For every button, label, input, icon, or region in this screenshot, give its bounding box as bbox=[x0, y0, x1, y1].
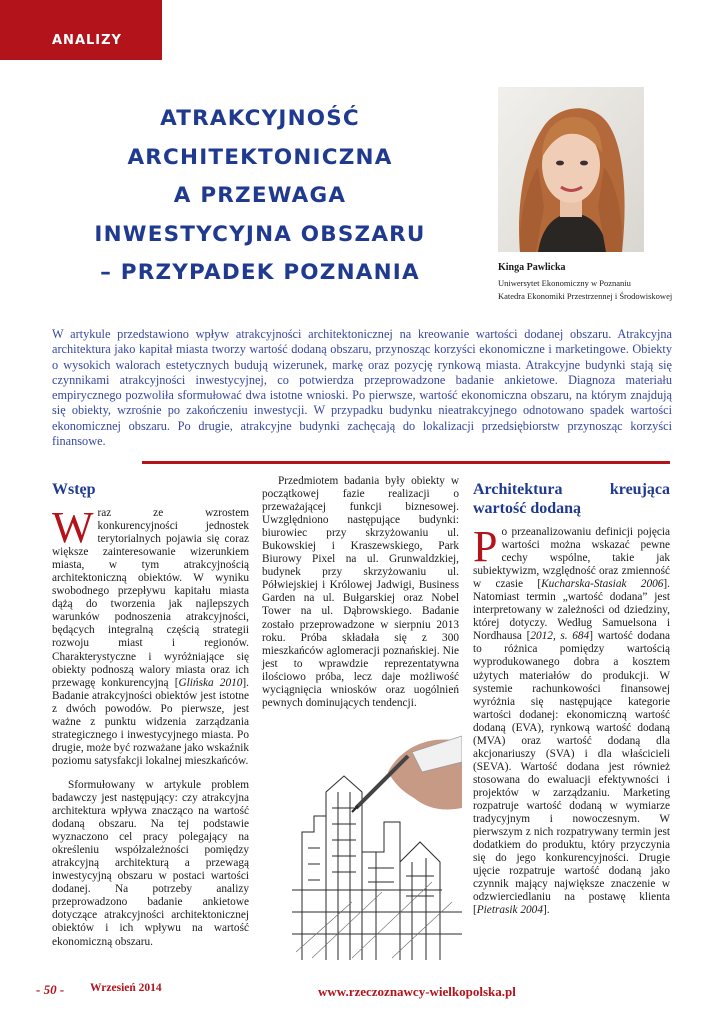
section-label: ANALIZY bbox=[52, 33, 122, 48]
author-photo bbox=[498, 87, 644, 252]
title-line: ATRAKCYJNOŚĆ bbox=[160, 106, 360, 131]
paragraph-text: o przeanalizowaniu definicji pojęcia wartości można wskazać pewne cechy wspólne, takie jak subiektywizm, względność oraz zmienność w czasie [ bbox=[473, 526, 670, 591]
title-line: INWESTYCYJNA OBSZARU bbox=[94, 221, 426, 247]
drop-cap: P bbox=[473, 522, 498, 571]
paragraph: Sformułowany w artykule problem badawczy jest następujący: czy atrakcyjna architektura wpływa znacząco na wartość dodaną obszaru. Na tej podstawie wyznaczono cel pracy polegający na określeniu współzależności pomiędzy atrakcyjną architekturą a przewagą inwestycyjną obszaru w postaci wartości dodanej. Na potrzeby analizy przeprowadzono badanie ankietowe dotyczące atrakcyjności architektonicznej obiektów i ich wpływu na wartość ekonomiczną obszaru. bbox=[52, 778, 249, 948]
sketch-illustration bbox=[292, 712, 462, 962]
hand-drawing-city-icon bbox=[292, 712, 462, 962]
section-heading: Wstęp bbox=[52, 481, 96, 498]
paragraph-text: ]. Natomiast termin „wartość dodana” jest interpretowany w zależności od dziedziny, której dotyczy. Według Samuelsona i Nordhausa [ bbox=[473, 578, 670, 643]
title-line: A PRZEWAGA bbox=[173, 183, 347, 208]
title-line: ARCHITEKTONICZNA bbox=[127, 144, 393, 170]
author-name: Kinga Pawlicka bbox=[498, 262, 566, 273]
author-info bbox=[498, 261, 678, 303]
paragraph-text: ] wartość dodana to różnica pomiędzy wartością wyprodukowanego dobra a kosztem użytych materiałów do produkcji. W systemie rachunkowości finansowej wyróżnia się następujące kategorie wartości dodanej: ekonomiczną wartość dodaną (EVA), rynkową wartość dodaną (MVA) oraz wartość dodaną dla akcjonariuszy (SVA) i dla właścicieli (SEVA). Wartość dodana jest również stosowana do ewaluacji efektywności i projektów w zarządzaniu. Marketing rozpatruje wartość dodaną w wymiarze tradycyjnym i nowoczesnym. W pierwszym z nich rozpatrywany termin jest dodatkiem do produktu, który przyczynia się do jego konkurencyjności. Drugie ujęcie rozpatruje wartość dodaną jako czynnik mający największe znaczenie w odzwierciedlaniu na postawę klienta [ bbox=[473, 630, 670, 917]
issue-date: Wrzesień 2014 bbox=[90, 982, 162, 994]
article-title bbox=[60, 100, 460, 293]
paragraph-text: ]. Badanie atrakcyjności obiektów jest istotne z dwóch powodów. Po pierwsze, jest ważne z punktu widzenia zarządzania strategicznego i inwestycyjnego miasta. Po drugie, może być rozważane jako wskaźnik poziomu satysfakcji lokalnej mieszkańców. bbox=[52, 676, 249, 767]
paragraph-text: ]. bbox=[542, 904, 550, 917]
column-1 bbox=[52, 480, 249, 960]
paragraph bbox=[473, 522, 670, 917]
citation: 2012, s. 684 bbox=[530, 630, 590, 643]
drop-cap: W bbox=[52, 503, 94, 552]
website-link[interactable]: www.rzeczoznawcy-wielkopolska.pl bbox=[318, 984, 516, 999]
page-number: - 50 - bbox=[36, 982, 65, 997]
column-3 bbox=[473, 480, 670, 928]
section-tab bbox=[0, 0, 162, 60]
paragraph-text: raz ze wzrostem konkurencyjności jednostek terytorialnych pojawia się coraz większe zainteresowanie wizerunkiem miasta, w tym atrakcyjnością architektoniczną obiektów. W wyniku swobodnego przepływu kapitału miasta dążą do tworzenia jak najlepszych warunków podnoszenia atrakcyjności, będących integralną częścią strategii rozwoju miast i regionów. Charakterystyczne i wyróżniające się obiekty podnoszą walory miasta oraz ich przewagę konkurencyjną [ bbox=[52, 507, 249, 689]
abstract: W artykule przedstawiono wpływ atrakcyjności architektonicznej na kreowanie wartości dodanej obszaru. Atrakcyjna architektura jako kapitał miasta tworzy wartość dodaną obszaru, przynosząc korzyści ekonomiczne i marketingowe. Obiekty o wysokich walorach estetycznych budują wizerunek, markę oraz pozycję rynkową miasta. Atrakcyjne budynki stają się czynnikami atrakcyjności inwestycyjnej, co potwierdza przeprowadzone badanie ankietowe. Diagnoza materiału empirycznego pozwoliła sformułować dwa istotne wnioski. Po pierwsze, wartość ekonomiczna obszaru, na którym znajdują się obiekty, wzrośnie po zakończeniu inwestycji. W przypadku budynku nieatrakcyjnego odnotowano spadek wartości ekonomicznej obszaru. Po drugie, atrakcyjne budynki zachęcają do lokalizacji przedsiębiorstw przynosząc korzyści finansowe. bbox=[52, 327, 672, 449]
title-line: – PRZYPADEK POZNANIA bbox=[100, 260, 420, 285]
citation: Pietrasik 2004 bbox=[476, 904, 543, 917]
column-2 bbox=[262, 475, 459, 721]
paragraph bbox=[52, 503, 249, 768]
author-affiliation: Uniwersytet Ekonomiczny w Poznaniu bbox=[498, 278, 631, 288]
citation: Kucharska-Stasiak 2006 bbox=[541, 578, 664, 591]
divider-rule bbox=[142, 461, 670, 464]
paragraph: Przedmiotem badania były obiekty w początkowej fazie realizacji o przeważającej funkcji biznesowej. Uwzględniono następujące budynki: biurowiec przy skrzyżowaniu ul. Bukowskiej i Kraszewskiego, Park Biurowy Pixel na ul. Grunwaldzkiej, budynek przy skrzyżowaniu ul. Półwiejskiej i Królowej Jadwigi, Business Garden na ul. Bułgarskiej oraz Nobel Tower na ul. Dąbrowskiego. Badanie zostało przeprowadzone w sierpniu 2013 roku. Próba składała się z 300 mieszkańców aglomeracji poznańskiej. Nie jest to wprawdzie reprezentatywna ilościowo próba, lecz daje możliwość wyciągnięcia wniosków oraz uogólnień pewnych dominujących tendencji. bbox=[262, 475, 459, 709]
portrait-image bbox=[498, 87, 644, 252]
author-department: Katedra Ekonomiki Przestrzennej i Środowiskowej bbox=[498, 291, 673, 301]
citation: Glińska 2010 bbox=[178, 676, 243, 689]
section-heading: Architektura kreująca wartość dodaną bbox=[473, 481, 670, 517]
